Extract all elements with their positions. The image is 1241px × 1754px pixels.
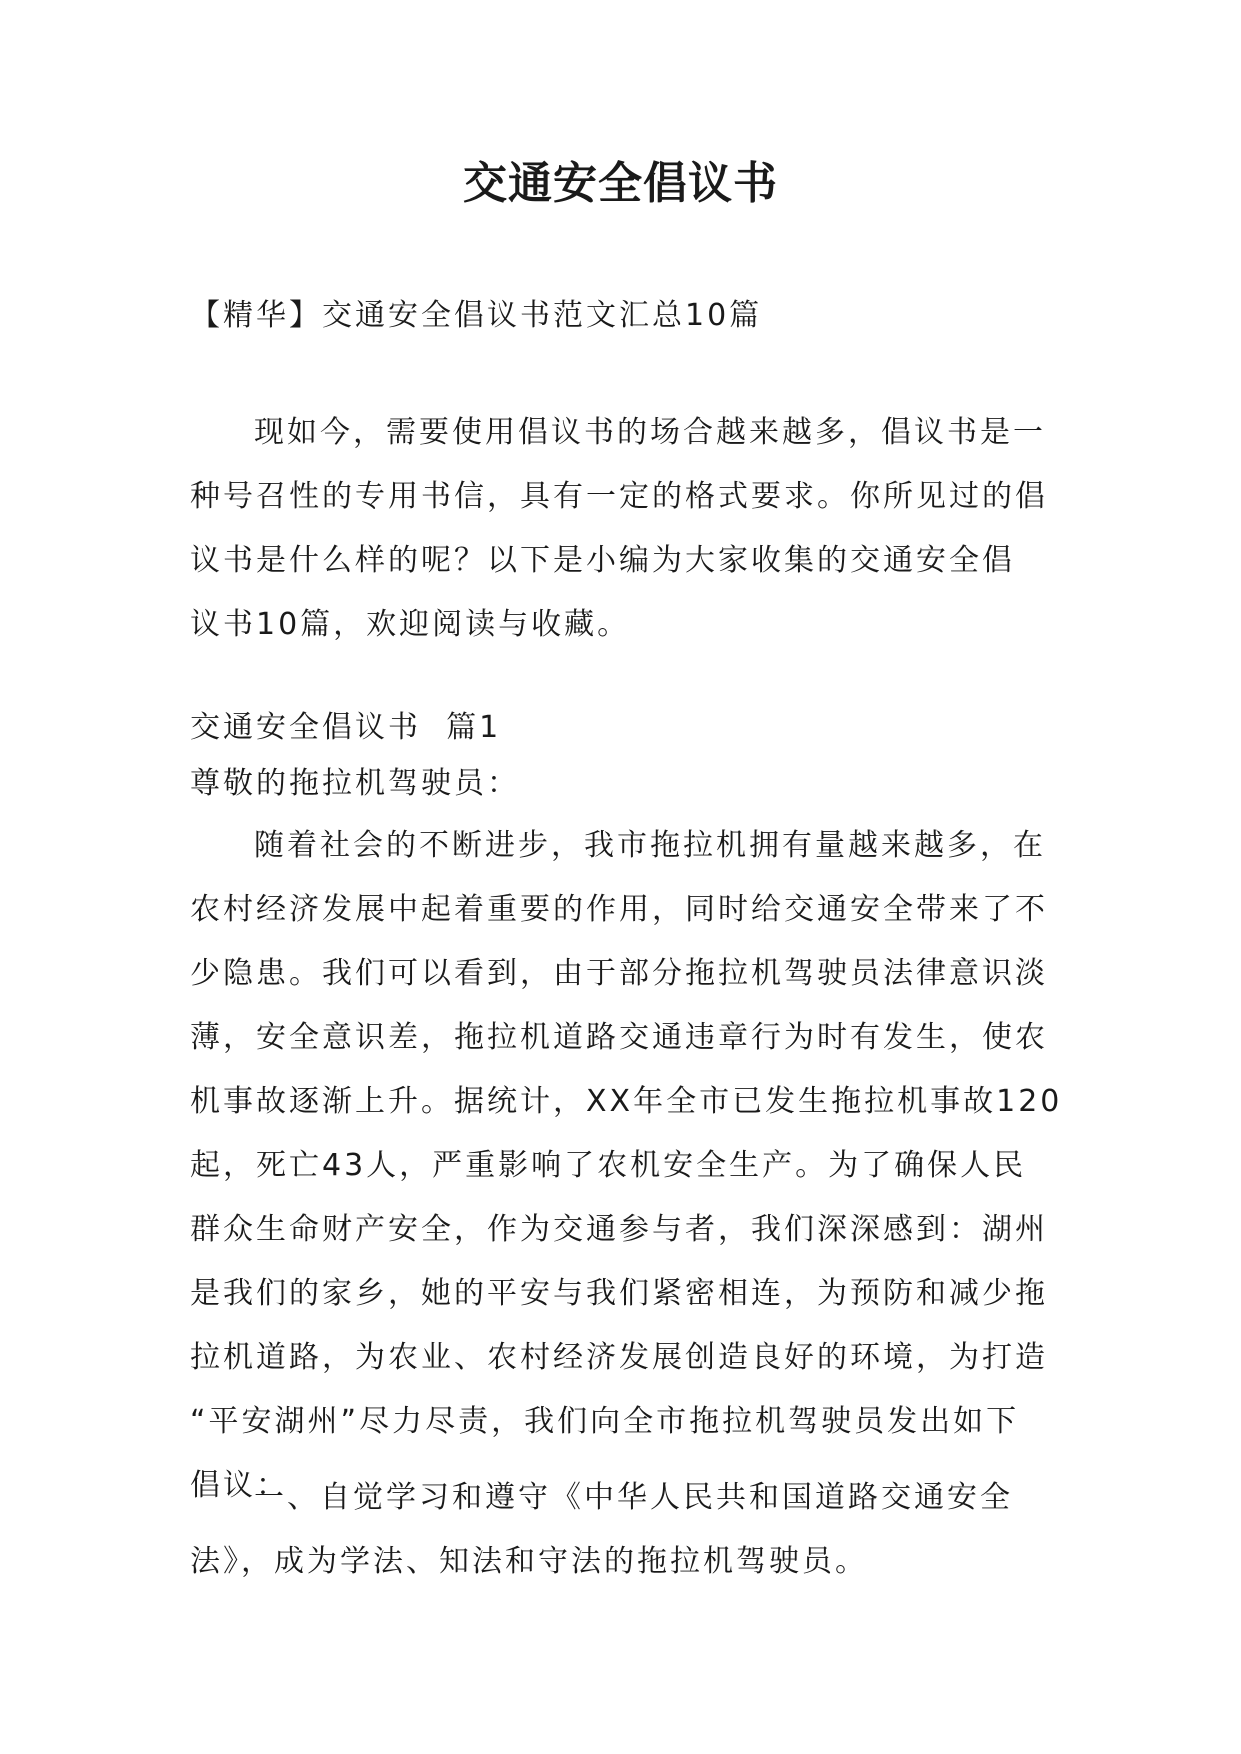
body-line: 随着社会的不断进步，我市拖拉机拥有量越来越多，在 (254, 828, 1046, 863)
body-paragraph (190, 814, 1063, 1518)
body-line: 起，死亡43人，严重影响了农机安全生产。为了确保人民 (190, 1148, 1027, 1183)
document-subtitle (190, 284, 1050, 348)
list-item-line: 一、自觉学习和遵守《中华人民共和国道路交通安全 (254, 1480, 1013, 1515)
intro-line: 议书是什么样的呢？以下是小编为大家收集的交通安全倡 (190, 543, 1015, 578)
document-title: 交通安全倡议书 (463, 158, 778, 209)
body-line: 农村经济发展中起着重要的作用，同时给交通安全带来了不 (190, 892, 1048, 927)
list-item-line: 法》，成为学法、知法和守法的拖拉机驾驶员。 (190, 1544, 868, 1579)
body-line: 少隐患。我们可以看到，由于部分拖拉机驾驶员法律意识淡 (190, 956, 1048, 991)
section-heading (190, 696, 1050, 760)
body-line: 薄，安全意识差，拖拉机道路交通违章行为时有发生，使农 (190, 1020, 1048, 1055)
body-line: 是我们的家乡，她的平安与我们紧密相连，为预防和减少拖 (190, 1276, 1048, 1311)
greeting-line: 尊敬的拖拉机驾驶员： (190, 766, 520, 801)
body-line: 倡议： (190, 1468, 289, 1503)
body-line: 机事故逐渐上升。据统计，XX年全市已发生拖拉机事故120 (190, 1084, 1063, 1119)
body-line: 拉机道路，为农业、农村经济发展创造良好的环境，为打造 (190, 1340, 1048, 1375)
intro-line: 议书10篇，欢迎阅读与收藏。 (190, 607, 631, 642)
subtitle-line: 【精华】交通安全倡议书范文汇总10篇 (190, 298, 763, 333)
section-heading-line: 交通安全倡议书 篇1 (190, 710, 502, 745)
intro-line: 种号召性的专用书信，具有一定的格式要求。你所见过的倡 (190, 479, 1048, 514)
body-line: 群众生命财产安全，作为交通参与者，我们深深感到：湖州 (190, 1212, 1048, 1247)
intro-line: 现如今，需要使用倡议书的场合越来越多，倡议书是一 (254, 415, 1046, 450)
letter-greeting (190, 752, 1050, 816)
list-item-paragraph (190, 1466, 1050, 1594)
intro-paragraph (190, 401, 1050, 657)
body-line: “平安湖州”尽力尽责，我们向全市拖拉机驾驶员发出如下 (190, 1404, 1020, 1439)
